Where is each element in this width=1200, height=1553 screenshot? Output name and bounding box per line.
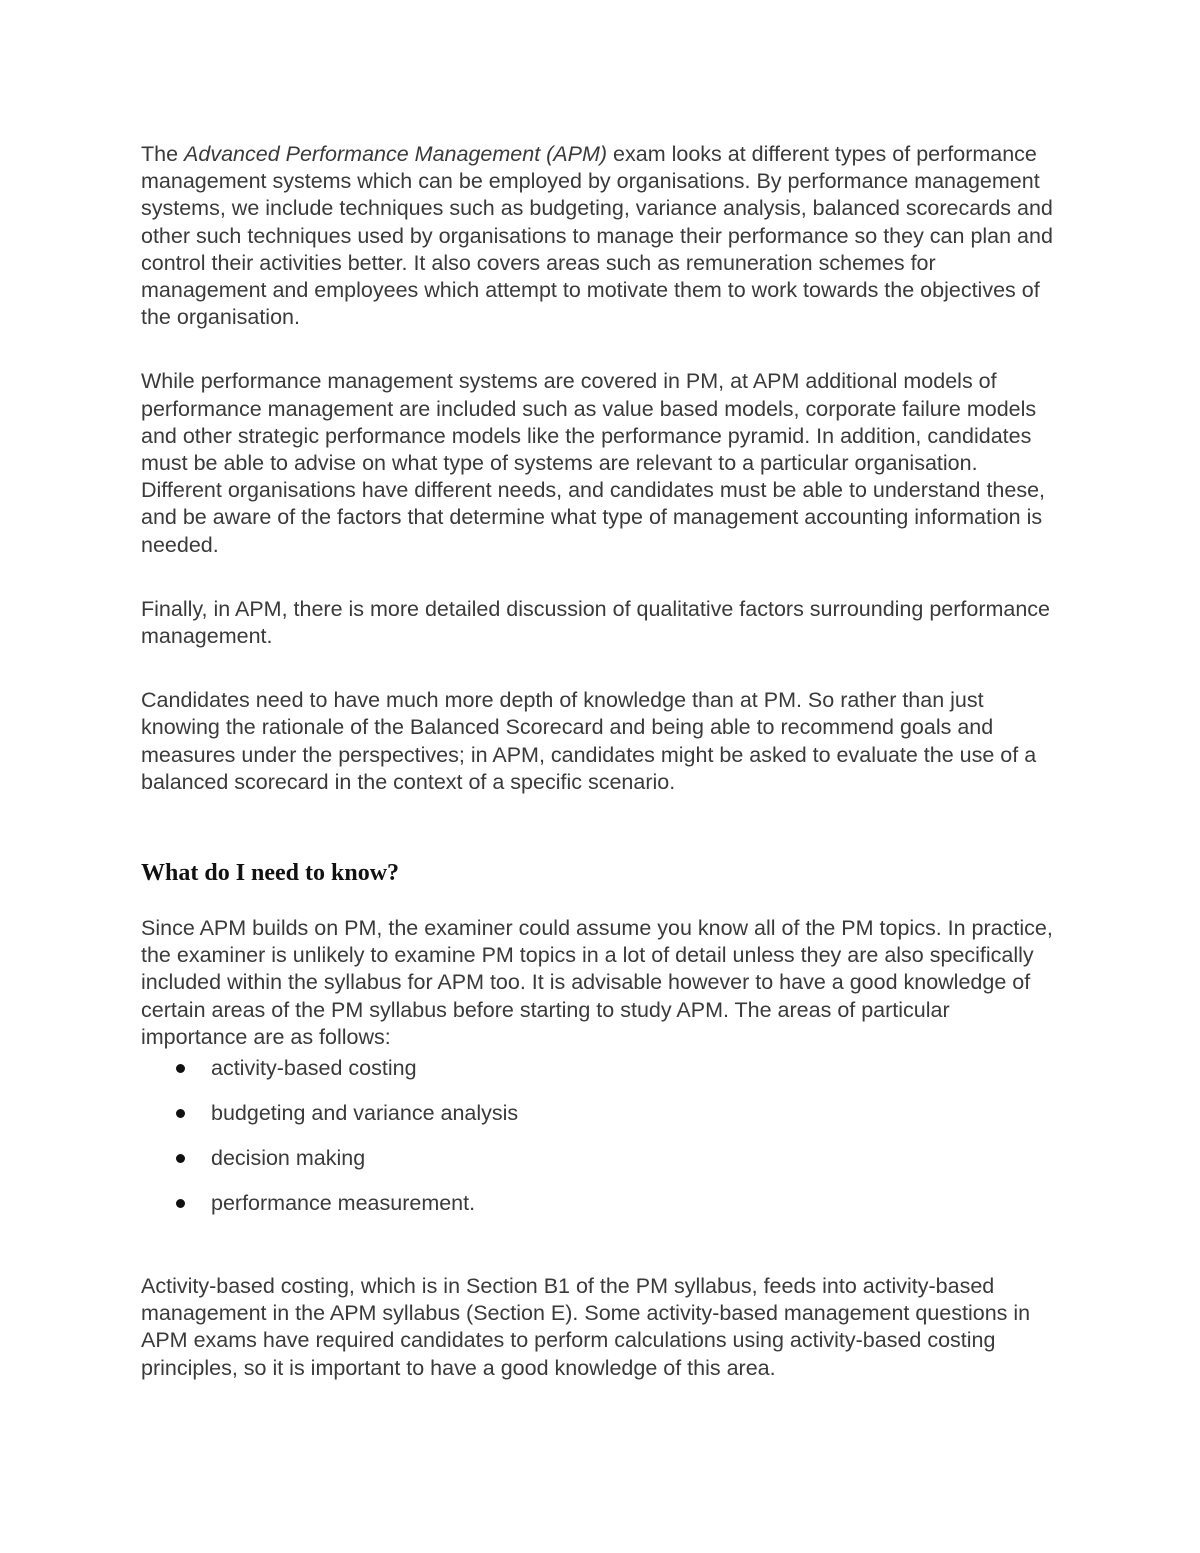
intro-paragraph (141, 141, 1061, 331)
document-page (141, 141, 1061, 1419)
list-item (141, 1190, 1061, 1235)
intro-pre: The (141, 142, 185, 166)
bullet-icon (176, 1064, 185, 1073)
bullet-icon (176, 1109, 185, 1118)
list-item-text: activity-based costing (211, 1056, 417, 1081)
list-item (141, 1145, 1061, 1190)
builds-on-pm-paragraph: Since APM builds on PM, the examiner could assume you know all of the PM topics. In practice, the examiner is unlikely to examine PM topics in a lot of detail unless they are also specifically included within the syllabus for APM too. It is advisable however to have a good knowledge of certain areas of the PM syllabus before starting to study APM. The areas of particular importance are as follows: (141, 916, 1053, 1049)
abc-paragraph: Activity-based costing, which is in Section B1 of the PM syllabus, feeds into activity-based management in the APM syllabus (Section E). Some activity-based management questions in APM exams have required candidates to perform calculations using activity-based costing principles, so it is important to have a good knowledge of this area. (141, 1274, 1031, 1380)
section-heading: What do I need to know? (141, 860, 400, 887)
bullet-icon (176, 1199, 185, 1208)
qualitative-paragraph: Finally, in APM, there is more detailed discussion of qualitative factors surrounding performance management. (141, 596, 1051, 649)
intro-post: exam looks at different types of performance management systems which can be employed by organisations. By performance management systems, we include techniques such as budgeting, variance analysis, balanced scorecards and other such techniques used by organisations to manage their performance so they can plan and control their activities better. It also covers areas such as remuneration schemes for management and employees which attempt to motivate them to work towards the objectives of the organisation. (141, 142, 1053, 330)
list-item-text: budgeting and variance analysis (211, 1101, 519, 1126)
important-areas-list (141, 1055, 1061, 1235)
list-item (141, 1055, 1061, 1100)
exam-name-italic: Advanced Performance Management (APM) (184, 142, 608, 166)
bullet-icon (176, 1154, 185, 1163)
models-paragraph: While performance management systems are covered in PM, at APM additional models of performance management are included such as value based models, corporate failure models and other strategic performance models like the performance pyramid. In addition, candidates must be able to advise on what type of systems are relevant to a particular organisation. Different organisations have different needs, and candidates must be able to understand these, and be aware of the factors that determine what type of management accounting information is needed. (141, 369, 1046, 557)
list-item-text: decision making (211, 1146, 366, 1171)
depth-paragraph: Candidates need to have much more depth of knowledge than at PM. So rather than just knowing the rationale of the Balanced Scorecard and being able to recommend goals and measures under the perspectives; in APM, candidates might be asked to evaluate the use of a balanced scorecard in the context of a specific scenario. (141, 688, 1037, 794)
list-item (141, 1100, 1061, 1145)
list-item-text: performance measurement. (211, 1191, 476, 1216)
